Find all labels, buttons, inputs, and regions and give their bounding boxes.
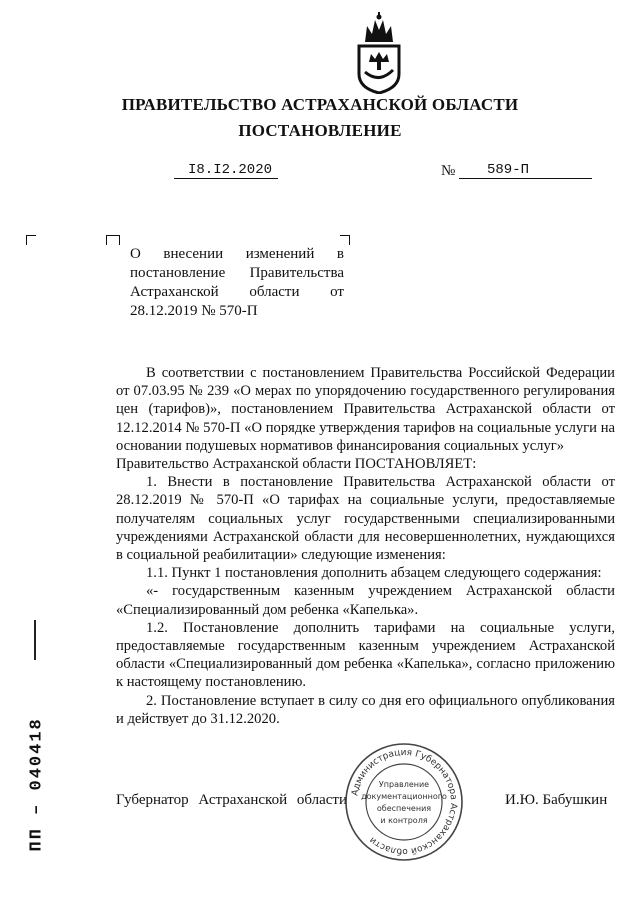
seal-center-line: обеспечения [376, 804, 432, 813]
signatory-name: И.Ю. Бабушкин [505, 792, 608, 808]
serial-number-container [22, 712, 52, 862]
document-date: I8.I2.2020 [188, 162, 273, 178]
item-1-paragraph: 1. Внести в постановление Правительства Астраханской области от 28.12.2019 № 570-П «О тарифах на социальные услуги, предоставляемые получателям социальных услуг государственными специализированными учреждениями Астраханской области для несовершеннолетних, нуждающихся в социальной реабилитации» следующие изменения: [116, 474, 615, 564]
seal-ring-text: Администрация Губернатора Астраханской области [350, 747, 459, 857]
date-underline [174, 178, 278, 179]
document-subject: О внесении изменений в постановление Правительства Астраханской области от 28.12.2019 № 570-П [130, 246, 344, 319]
subject-corner-mark-left-inner [116, 235, 120, 245]
number-label: № [441, 163, 456, 179]
document-type-title: ПОСТАНОВЛЕНИЕ [238, 121, 402, 140]
official-seal-stamp [343, 741, 465, 863]
seal-center-line: документационного [361, 792, 447, 801]
subject-corner-mark-right [340, 235, 350, 245]
serial-number: ПП – 040418 [27, 717, 47, 852]
margin-corner-mark [26, 235, 36, 245]
item-1-2-paragraph: 1.2. Постановление дополнить тарифами на социальные услуги, предоставляемые государственным казенным учреждением Астраханской области «Специализированный дом ребенка «Капелька», согласно приложению к настоящему постановлению. [116, 619, 615, 691]
preamble-paragraph: В соответствии с постановлением Правительства Российской Федерации от 07.03.95 № 239 «О мерах по упорядочению государственного регулирования цен (тарифов)», постановлением Правительства Астраханской области от 12.12.2014 № 570-П «О порядке утверждения тарифов на социальные услуги на основании подушевых нормативов финансирования социальных услуг» [116, 365, 615, 454]
number-underline [459, 178, 592, 179]
seal-center-line: Управление [378, 780, 430, 789]
resolution-statement: Правительство Астраханской области ПОСТАНОВЛЯЕТ: [116, 456, 477, 473]
subject-corner-mark-left [106, 235, 116, 245]
item-1-1-paragraph: 1.1. Пункт 1 постановления дополнить абзацем следующего содержания: [146, 565, 602, 582]
document-body [116, 364, 615, 728]
item-2-paragraph: 2. Постановление вступает в силу со дня его официального опубликования и действует до 31.12.2020. [116, 692, 615, 727]
organization-title: ПРАВИТЕЛЬСТВО АСТРАХАНСКОЙ ОБЛАСТИ [121, 95, 519, 114]
item-1-1-quote-paragraph: «- государственным казенным учреждением Астраханской области «Специализированный дом ребенка «Капелька». [116, 583, 615, 618]
seal-center-line: и контроля [380, 816, 428, 825]
margin-line-mark [34, 620, 36, 660]
signatory-title: Губернатор Астраханской области [116, 792, 348, 808]
document-number: 589-П [487, 162, 530, 178]
coat-of-arms-emblem [355, 12, 403, 94]
